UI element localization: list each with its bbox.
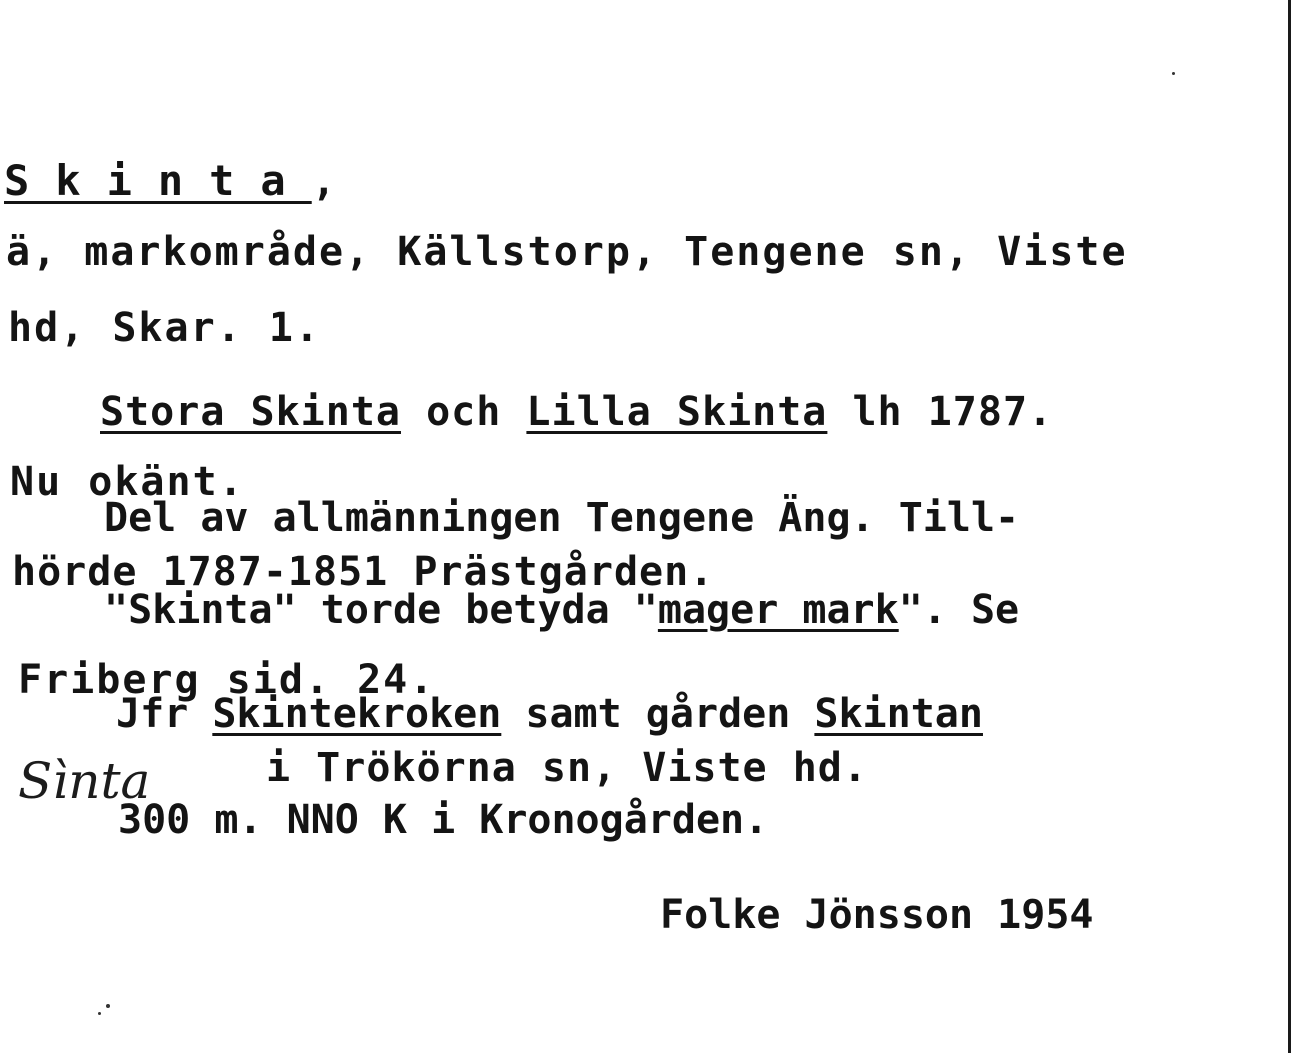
headword-line — [4, 156, 336, 205]
text-line-8: Friberg sid. 24. — [18, 657, 436, 703]
text-line-3 — [100, 389, 1054, 435]
handwritten-note: Sìnta — [18, 752, 151, 810]
place-name-skintekroken: Skintekroken — [212, 691, 502, 737]
text-line-1: ä, markområde, Källstorp, Tengene sn, Viste — [6, 229, 1128, 275]
place-name-skintan: Skintan — [814, 691, 983, 737]
text-line-11: 300 m. NNO K i Kronogården. — [118, 797, 769, 843]
text-year-1787: lh 1787. — [827, 389, 1054, 435]
text-line-7 — [104, 587, 1020, 633]
paper-speck — [106, 1004, 110, 1008]
paper-speck — [1172, 72, 1175, 75]
text-och: och — [400, 389, 527, 435]
text-line-5: Del av allmänningen Tengene Äng. Till- — [104, 495, 1020, 541]
text-line-10: i Trökörna sn, Viste hd. — [266, 745, 868, 791]
text-line-4: Nu okänt. — [10, 459, 245, 505]
place-name-lilla-skinta: Lilla Skinta — [526, 389, 828, 435]
signature: Folke Jönsson 1954 — [660, 892, 1094, 938]
text-line-6: hörde 1787-1851 Prästgården. — [12, 549, 715, 595]
paper-speck — [98, 1012, 101, 1015]
text-skinta-quote: "Skinta" torde betyda " — [104, 587, 658, 633]
text-jfr: Jfr — [116, 691, 213, 737]
text-samt-garden: samt gården — [501, 691, 815, 737]
text-line-9 — [116, 691, 983, 737]
headword-comma: , — [311, 159, 336, 205]
text-se: ". Se — [898, 587, 1020, 633]
headword: Skinta — [4, 156, 312, 205]
phrase-mager-mark: mager mark — [657, 587, 899, 633]
place-name-stora-skinta: Stora Skinta — [100, 389, 401, 435]
text-line-2: hd, Skar. 1. — [8, 305, 321, 351]
card-edge-line — [1288, 0, 1291, 1053]
